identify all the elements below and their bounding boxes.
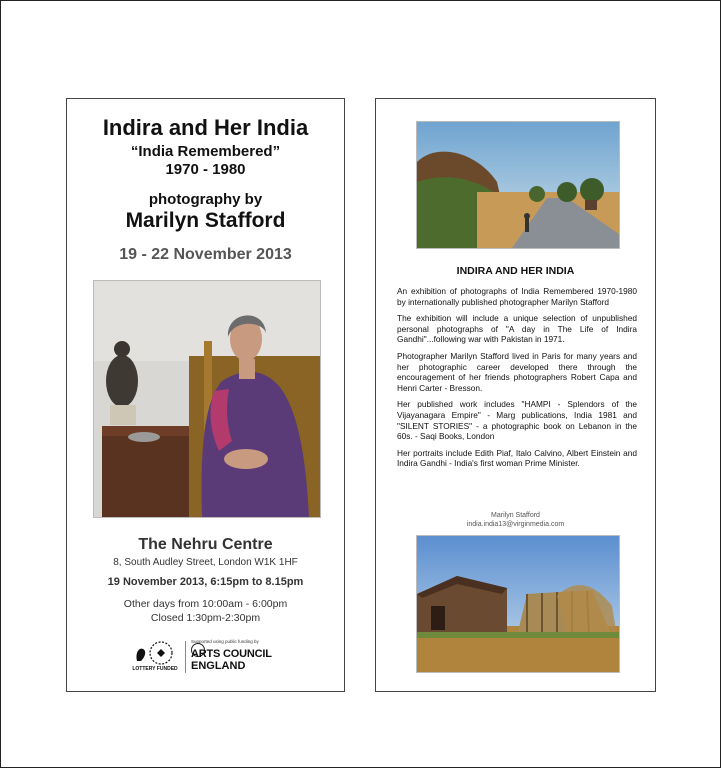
exhibition-dates: 19 - 22 November 2013 (119, 246, 292, 263)
photographer-name: Marilyn Stafford (125, 209, 286, 232)
right-panel (375, 98, 656, 692)
venue-address: 8, South Audley Street, London W1K 1HF (113, 557, 298, 568)
left-panel (66, 98, 345, 692)
description-heading: INDIRA AND HER INDIA (456, 265, 575, 277)
closed-hours: Closed 1:30pm-2:30pm (150, 612, 261, 624)
description-paragraph: Her published work includes "HAMPI - Splendors of the Vijayanagara Empire" - Marg publications, India 1981 and "SILENT STORIES" - a photographic book on Lebanon in the 60s. - Saqi Books, London (397, 399, 637, 442)
description-text (397, 286, 637, 475)
logo-divider (185, 641, 186, 673)
indira-portrait-photo (93, 280, 321, 518)
photography-by: photography by (148, 191, 263, 208)
arts-council-text: ARTS COUNCIL (191, 648, 272, 660)
exhibition-title: Indira and Her India (102, 115, 309, 140)
road-landscape-photo (416, 121, 620, 249)
description-paragraph: The exhibition will include a unique selection of unpublished personal photographs of "A day in The Life of Indira Gandhi"...following war with Pakistan in 1971. (397, 313, 637, 345)
contact-name: Marilyn Stafford (491, 512, 540, 519)
lottery-funded-text: LOTTERY FUNDED (132, 666, 178, 672)
lottery-funded-logo (131, 639, 179, 675)
opening-time: 19 November 2013, 6:15pm to 8.15pm (107, 576, 304, 588)
england-text: ENGLAND (191, 660, 246, 672)
other-days-hours: Other days from 10:00am - 6:00pm (123, 598, 288, 610)
venue-name: The Nehru Centre (138, 536, 273, 553)
exhibition-years: 1970 - 1980 (165, 161, 246, 178)
description-paragraph: An exhibition of photographs of India Remembered 1970-1980 by internationally published photographer Marilyn Stafford (397, 286, 637, 307)
description-paragraph: Photographer Marilyn Stafford lived in Paris for many years and her photographic career developed there through the encouragement of her friends photographers Robert Capa and Henri Carter - Bresson. (397, 350, 637, 393)
exhibition-subtitle: “India Remembered” (130, 143, 281, 160)
contact-email: india.india13@virginmedia.com (466, 521, 565, 528)
description-paragraph: Her portraits include Edith Piaf, Italo Calvino, Albert Einstein and Indira Gandhi - India's first woman Prime Minister. (397, 447, 637, 469)
supported-by-text: Supported using public funding by (191, 639, 259, 644)
village-hut-photo (416, 535, 620, 673)
